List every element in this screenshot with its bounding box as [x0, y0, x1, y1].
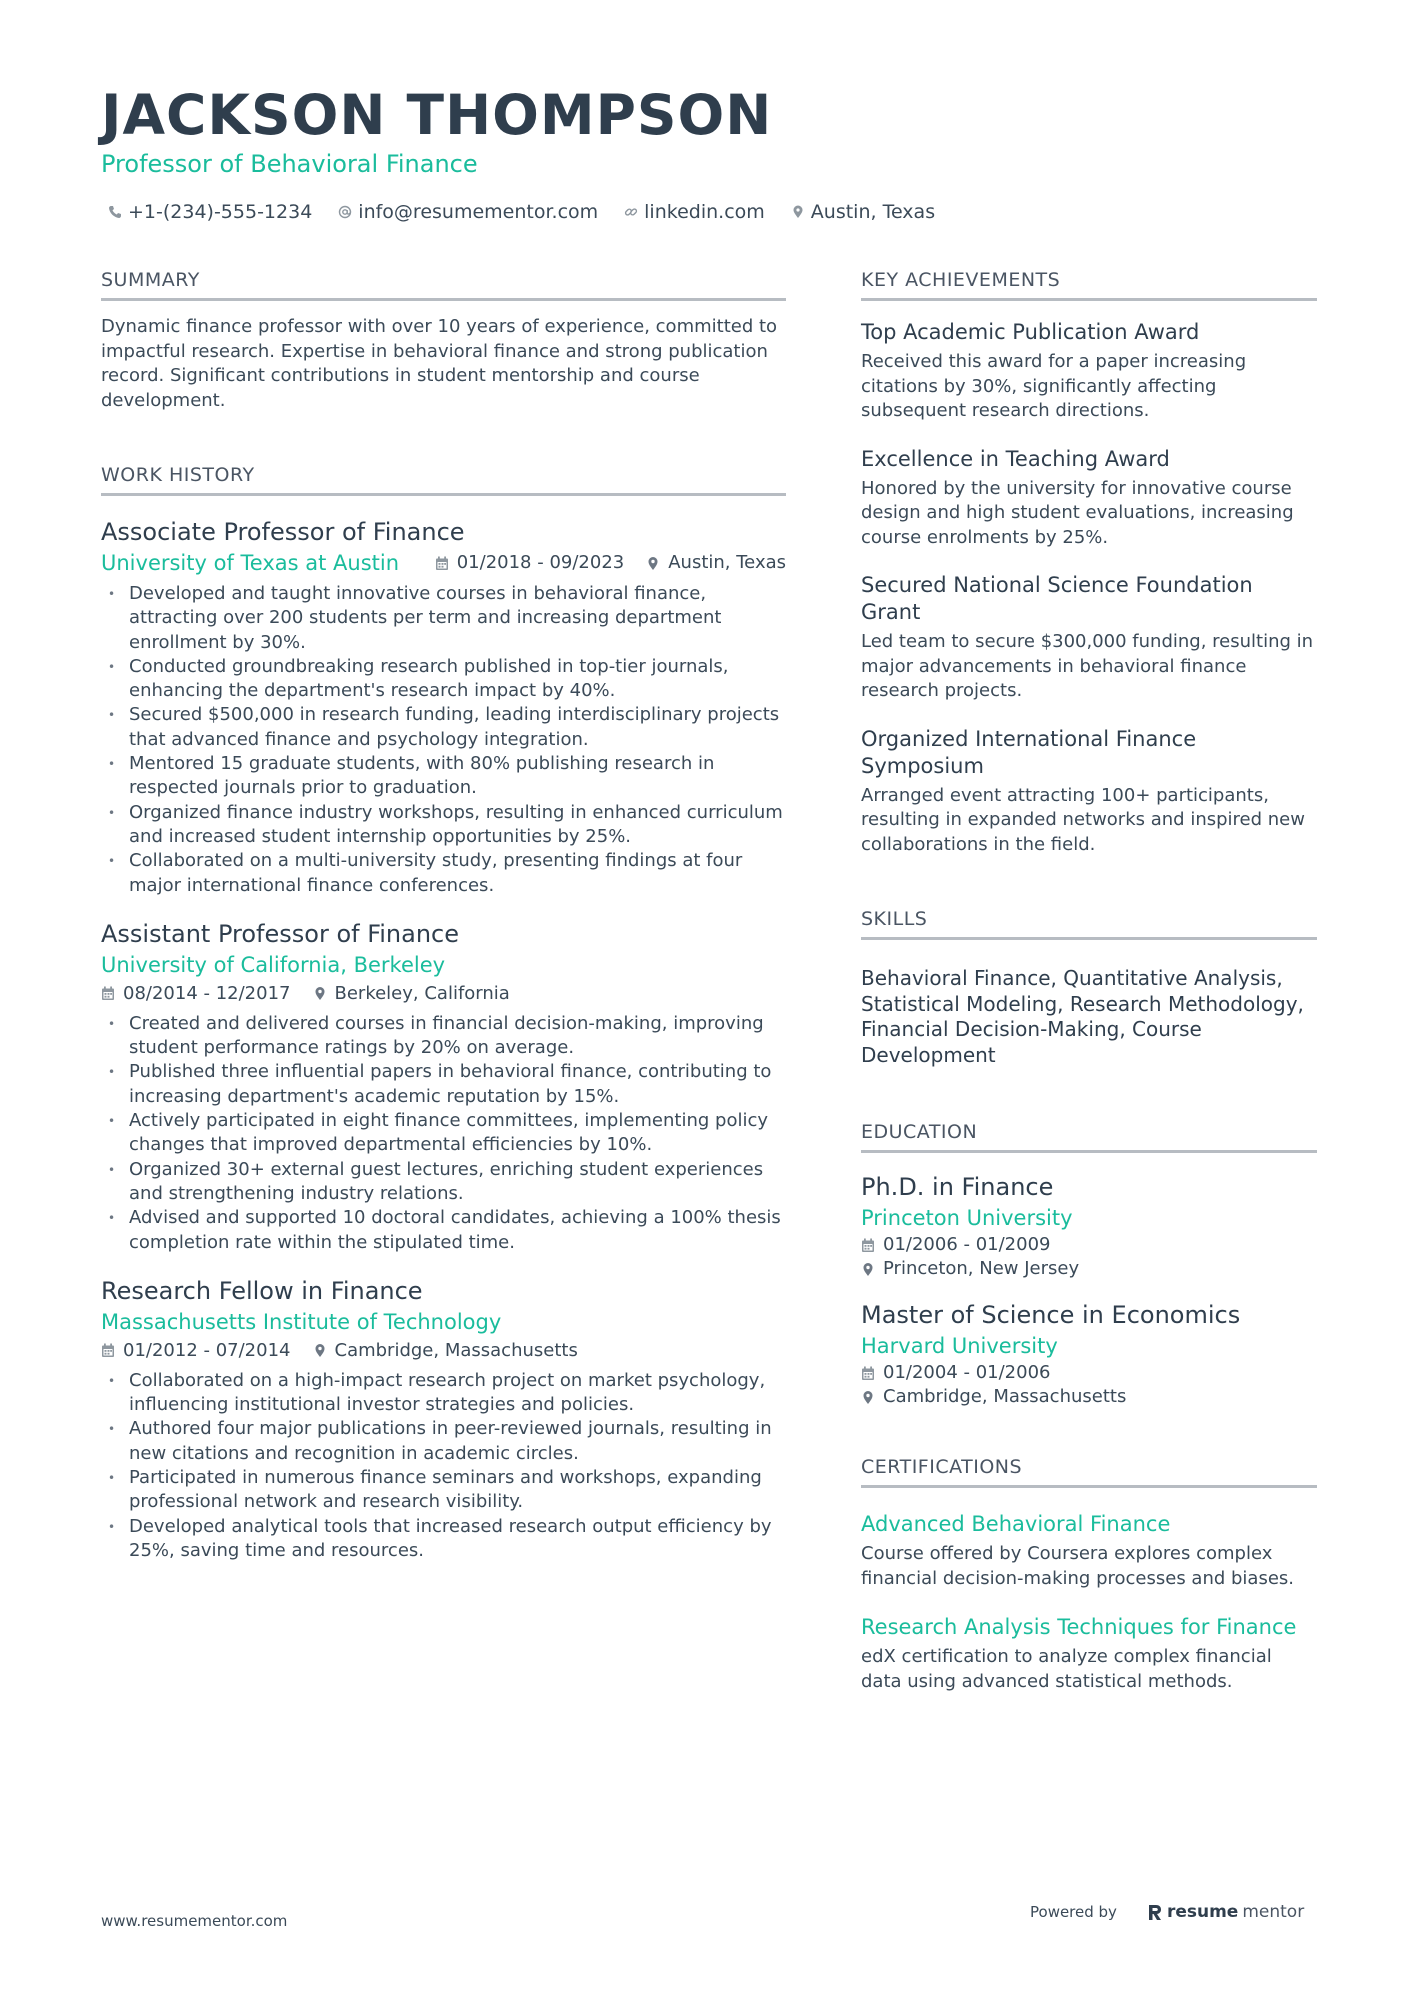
calendar-icon: [861, 1238, 875, 1253]
achievement-title: Secured National Science Foundation Grant: [861, 573, 1253, 624]
achievement-title: Top Academic Publication Award: [861, 320, 1200, 344]
certification-title: Advanced Behavioral Finance: [861, 1512, 1171, 1536]
skills-text: Behavioral Finance, Quantitative Analysis, Statistical Modeling, Research Methodology, Financial Decision-Making, Course Development: [861, 966, 1304, 1067]
job-dates-text: 01/2018 - 09/2023: [456, 552, 625, 573]
list-item: • Collaborated on a multi-university study, presenting findings at four major international finance conferences.: [101, 849, 786, 898]
list-item: • Collaborated on a high-impact research project on market psychology, influencing institutional investor strategies and policies.: [101, 1369, 786, 1418]
job-bullets: [101, 1369, 786, 1563]
work-heading: WORK HISTORY: [101, 463, 786, 496]
contact-phone[interactable]: [108, 201, 312, 223]
job-location-text: Austin, Texas: [668, 552, 786, 573]
list-item: • Organized 30+ external guest lectures, enriching student experiences and strengthening industry relations.: [101, 1158, 786, 1207]
job-dates: [435, 549, 625, 577]
job-entry: [101, 516, 786, 898]
certification-desc: Course offered by Coursera explores complex financial decision-making processes and biases.: [861, 1543, 1295, 1589]
achievement-item: [861, 446, 1317, 551]
certifications-section: [861, 1455, 1317, 1694]
job-dates: [101, 980, 291, 1008]
powered-by-label: Powered by: [1030, 1903, 1117, 1921]
certification-title: Research Analysis Techniques for Finance: [861, 1615, 1297, 1639]
achievement-desc: Arranged event attracting 100+ participants, resulting in expanded networks and inspired new collaborations in the field.: [861, 784, 1305, 855]
contact-bar: [108, 198, 935, 226]
brand-logo[interactable]: [1147, 1902, 1304, 1922]
at-icon: [338, 205, 352, 219]
list-item: • Organized finance industry workshops, resulting in enhanced curriculum and increased student internship opportunities by 25%.: [101, 801, 786, 850]
link-icon: [624, 205, 638, 219]
achievement-title: Organized International Finance Symposium: [861, 726, 1197, 778]
calendar-icon: [101, 1343, 115, 1358]
list-item: • Secured $500,000 in research funding, leading interdisciplinary projects that advanced finance and psychology integration.: [101, 703, 786, 752]
job-bullets: [101, 1012, 786, 1255]
candidate-name: JACKSON THOMPSON: [101, 83, 773, 147]
job-dates-text: 08/2014 - 12/2017: [123, 982, 291, 1004]
education-item: [861, 1299, 1317, 1409]
candidate-title: Professor of Behavioral Finance: [101, 150, 478, 178]
education-location: [861, 1385, 1317, 1409]
map-pin-icon: [313, 1343, 327, 1358]
brand-name-light: mentor: [1242, 1902, 1305, 1922]
achievement-desc: Honored by the university for innovative course design and high student evaluations, increasing course enrolments by 25%.: [861, 477, 1294, 548]
job-entry: [101, 918, 786, 1255]
map-pin-icon: [861, 1390, 875, 1405]
education-heading: EDUCATION: [861, 1120, 1317, 1153]
map-pin-icon: [861, 1262, 875, 1277]
certification-item: [861, 1510, 1317, 1591]
job-meta: [101, 980, 786, 1008]
left-column: [101, 268, 786, 1563]
job-org-line: [101, 548, 786, 578]
footer-branding: [1030, 1902, 1304, 1922]
footer-website[interactable]: www.resumementor.com: [101, 1912, 288, 1930]
education-location: [861, 1257, 1317, 1281]
education-dates-text: 01/2006 - 01/2009: [883, 1234, 1051, 1255]
achievement-title: Excellence in Teaching Award: [861, 446, 1170, 471]
map-pin-icon: [646, 556, 660, 571]
job-dates: [101, 1337, 291, 1365]
degree-title: Ph.D. in Finance: [861, 1173, 1054, 1201]
job-title: Research Fellow in Finance: [101, 1276, 423, 1305]
degree-title: Master of Science in Economics: [861, 1301, 1241, 1329]
location-text: Austin, Texas: [810, 201, 936, 223]
certification-item: [861, 1613, 1317, 1694]
calendar-icon: [101, 986, 115, 1001]
list-item: • Participated in numerous finance seminars and workshops, expanding professional network and research visibility.: [101, 1466, 786, 1515]
job-org: University of Texas at Austin: [101, 551, 400, 575]
job-title: Assistant Professor of Finance: [101, 919, 460, 948]
list-item: • Conducted groundbreaking research published in top-tier journals, enhancing the department's research impact by 40%.: [101, 655, 786, 704]
job-entry: [101, 1275, 786, 1563]
education-dates-text: 01/2004 - 01/2006: [883, 1362, 1051, 1383]
map-pin-icon: [791, 205, 805, 219]
education-section: [861, 1120, 1317, 1409]
calendar-icon: [861, 1366, 875, 1381]
education-location-text: Cambridge, Massachusetts: [883, 1386, 1127, 1407]
education-dates: [861, 1233, 1317, 1257]
list-item: • Developed and taught innovative courses in behavioral finance, attracting over 200 students per term and increasing department enrollment by 30%.: [101, 582, 786, 655]
contact-location: [791, 201, 935, 223]
achievement-item: [861, 572, 1317, 704]
job-bullets: [101, 582, 786, 898]
brand-name-bold: resume: [1166, 1902, 1239, 1922]
map-pin-icon: [313, 986, 327, 1001]
achievements-heading: KEY ACHIEVEMENTS: [861, 268, 1317, 301]
education-location-text: Princeton, New Jersey: [883, 1258, 1080, 1279]
brand-mark-icon: [1147, 1903, 1163, 1921]
skills-heading: SKILLS: [861, 907, 1317, 940]
achievement-item: [861, 319, 1317, 424]
linkedin-text: linkedin.com: [644, 201, 765, 223]
contact-linkedin[interactable]: [624, 201, 765, 223]
achievement-item: [861, 726, 1317, 858]
job-org: Massachusetts Institute of Technology: [101, 1309, 502, 1334]
skills-section: [861, 907, 1317, 1068]
phone-text: +1-(234)-555-1234: [128, 201, 313, 223]
job-location: [313, 980, 510, 1008]
job-location: [313, 1337, 578, 1365]
education-dates: [861, 1361, 1317, 1385]
calendar-icon: [435, 556, 449, 571]
list-item: • Created and delivered courses in financial decision-making, improving student performance ratings by 20% on average.: [101, 1012, 786, 1061]
summary-section: [101, 268, 786, 413]
certifications-heading: CERTIFICATIONS: [861, 1455, 1317, 1488]
list-item: • Advised and supported 10 doctoral candidates, achieving a 100% thesis completion rate within the stipulated time.: [101, 1206, 786, 1255]
list-item: • Authored four major publications in peer-reviewed journals, resulting in new citations and recognition in academic circles.: [101, 1417, 786, 1466]
list-item: • Mentored 15 graduate students, with 80% publishing research in respected journals prior to graduation.: [101, 752, 786, 801]
achievements-section: [861, 268, 1317, 857]
job-location-text: Berkeley, California: [334, 982, 510, 1004]
right-column: [861, 268, 1317, 1694]
job-dates-text: 01/2012 - 07/2014: [123, 1339, 291, 1361]
list-item: • Developed analytical tools that increased research output efficiency by 25%, saving time and resources.: [101, 1515, 786, 1564]
job-location-text: Cambridge, Massachusetts: [334, 1339, 578, 1361]
job-meta: [101, 1337, 786, 1365]
education-item: [861, 1171, 1317, 1281]
summary-text: Dynamic finance professor with over 10 years of experience, committed to impactful research. Expertise in behavioral finance and strong publication record. Significant contributions in student mentorship and course development.: [101, 316, 778, 411]
certification-desc: edX certification to analyze complex financial data using advanced statistical methods.: [861, 1646, 1272, 1692]
summary-heading: SUMMARY: [101, 268, 786, 301]
list-item: • Published three influential papers in behavioral finance, contributing to increasing department's academic reputation by 15%.: [101, 1060, 786, 1109]
job-org: University of California, Berkeley: [101, 952, 446, 977]
phone-icon: [108, 205, 122, 219]
achievement-desc: Led team to secure $300,000 funding, resulting in major advancements in behavioral finance research projects.: [861, 631, 1314, 701]
work-section: [101, 463, 786, 1563]
achievement-desc: Received this award for a paper increasing citations by 30%, significantly affecting subsequent research directions.: [861, 351, 1247, 421]
job-title: Associate Professor of Finance: [101, 518, 465, 546]
contact-email[interactable]: [338, 201, 598, 223]
school-name: Harvard University: [861, 1334, 1058, 1358]
list-item: • Actively participated in eight finance committees, implementing policy changes that improved departmental efficiencies by 10%.: [101, 1109, 786, 1158]
school-name: Princeton University: [861, 1206, 1073, 1230]
job-meta: [435, 549, 786, 577]
job-location: [646, 549, 786, 577]
email-text: info@resumementor.com: [358, 201, 599, 223]
